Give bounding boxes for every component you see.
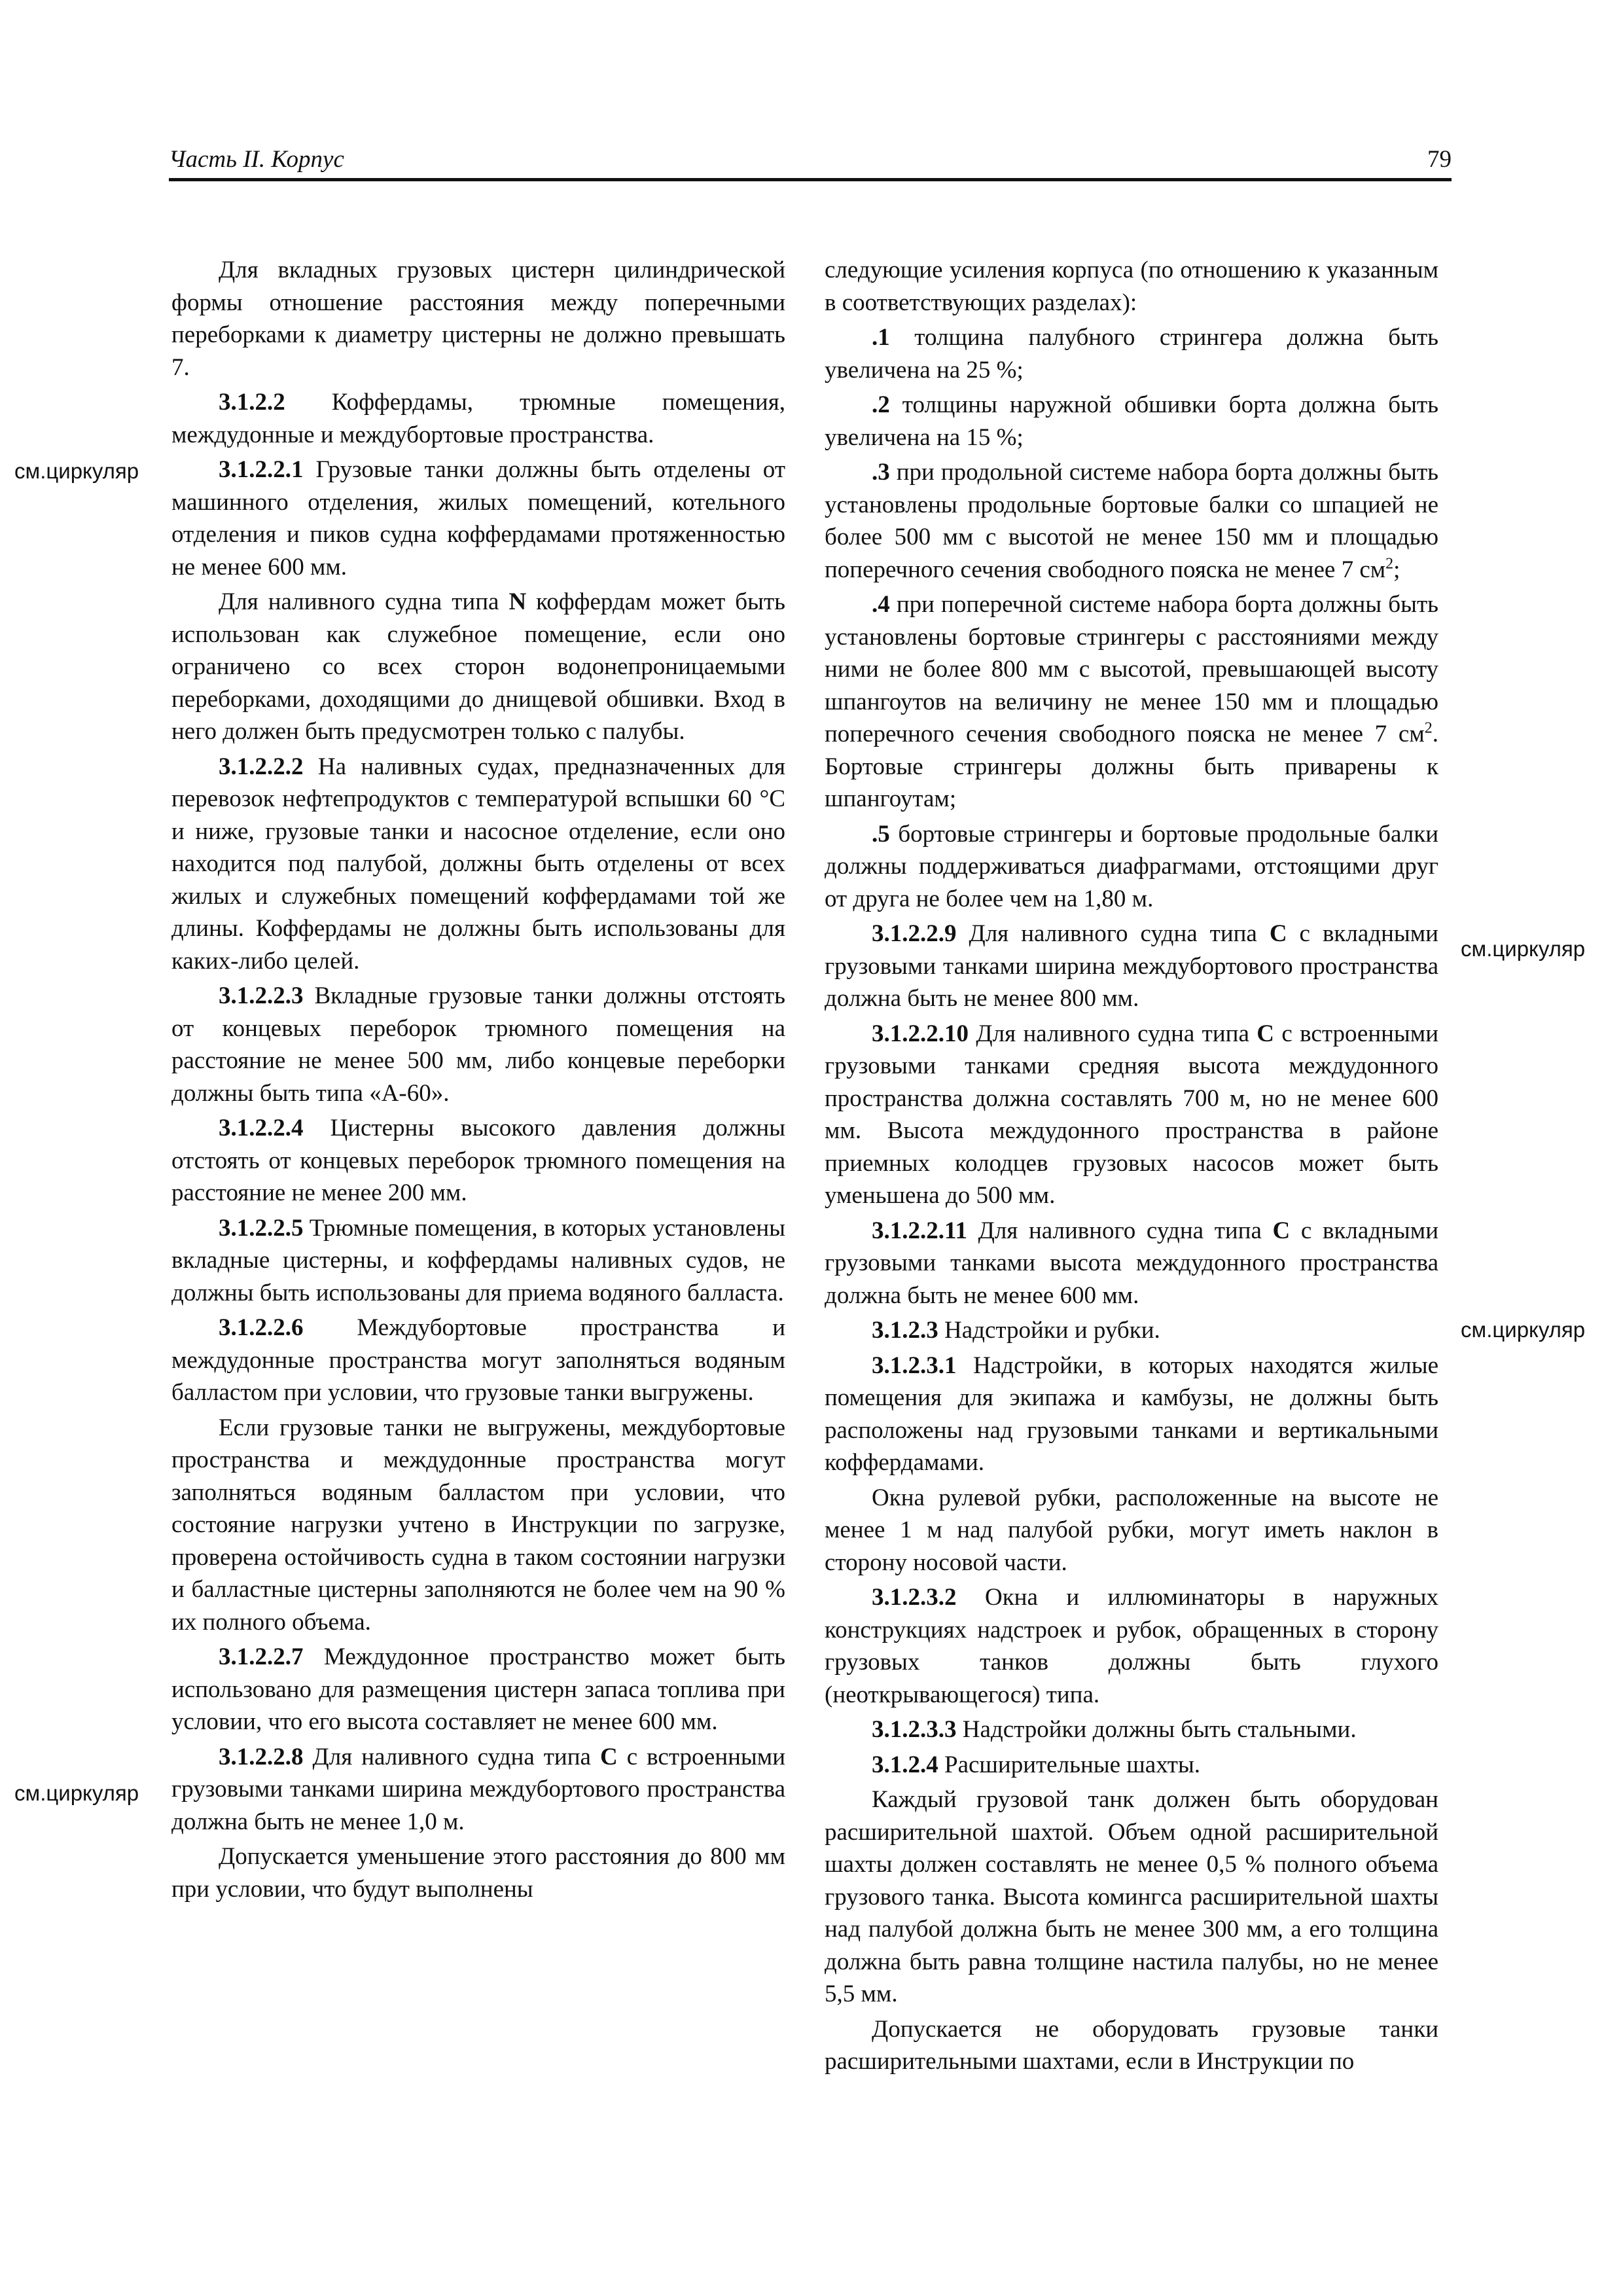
right-column xyxy=(825,254,1438,2081)
paragraph: 3.1.2.2.10 Для наливного судна типа С с встроенными грузовыми танками средняя высота междудонного пространства должна составлять 700 м, но не менее 600 мм. Высота междудонного пространства в районе приемных колодцев грузовых насосов может быть уменьшена до 500 мм. xyxy=(825,1020,1438,1209)
paragraph: 3.1.2.3.1 Надстройки, в которых находятся жилые помещения для экипажа и камбузы, не должны быть расположены над грузовыми танками и вертикальными коффердамами. xyxy=(825,1352,1438,1476)
paragraph: 3.1.2.2.9 Для наливного судна типа С с вкладными грузовыми танками ширина междубортового пространства должна быть не менее 800 мм. xyxy=(825,920,1438,1012)
paragraph: 3.1.2.2.11 Для наливного судна типа С с вкладными грузовыми танками высота междудонного пространства должна быть не менее 600 мм. xyxy=(825,1217,1438,1309)
paragraph: 3.1.2.2.3 Вкладные грузовые танки должны отстоять от концевых переборок трюмного помещения на расстояние не менее 500 мм, либо концевые переборки должны быть типа «А-60». xyxy=(171,982,785,1107)
list-item: .3 при продольной системе набора борта должны быть установлены продольные бортовые балки со шпацией не более 500 мм с высотой не менее 150 мм и площадью поперечного сечения свободного пояска не менее 7 $см^2$; xyxy=(825,459,1438,583)
paragraph: 3.1.2.2.4 Цистерны высокого давления должны отстоять от концевых переборок трюмного помещения на расстояние не менее 200 мм. xyxy=(171,1115,785,1206)
list-item: .5 бортовые стрингеры и бортовые продольные балки должны поддерживаться диафрагмами, отстоящими друг от друга не более чем на 1,80 м. xyxy=(825,820,1438,912)
paragraph: Для наливного судна типа N коффердам может быть использован как служебное помещение, если оно ограничено со всех сторон водонепроницаемыми переборками, доходящими до днищевой обшивки. Вход в него должен быть предусмотрен только с палубы. xyxy=(171,588,785,745)
paragraph: Если грузовые танки не выгружены, междубортовые пространства и междудонные пространства могут заполняться водяным балластом при условии, что состояние нагрузки учтено в Инструкции по загрузке, проверена остойчивость судна в таком состоянии нагрузки и балластные цистерны заполняются не более чем на 90 % их полного объема. xyxy=(171,1414,785,1636)
paragraph: 3.1.2.2.2 На наливных судах, предназначенных для перевозок нефтепродуктов с температурой вспышки 60 °С и ниже, грузовые танки и насосное отделение, если оно находится под палубой, должны быть отделены от всех жилых и служебных помещений коффердамами той же длины. Коффердамы не должны быть использованы для каких-либо целей. xyxy=(171,753,785,975)
paragraph: Допускается не оборудовать грузовые танки расширительными шахтами, если в Инструкции по xyxy=(825,2015,1438,2075)
paragraph: 3.1.2.2.8 Для наливного судна типа С с встроенными грузовыми танками ширина междубортового пространства должна быть не менее 1,0 м. xyxy=(171,1743,785,1835)
paragraph: Для вкладных грузовых цистерн цилиндрической формы отношение расстояния между поперечными переборками к диаметру цистерны не должно превышать 7. xyxy=(171,257,785,381)
list-item: .1 толщина палубного стрингера должна быть увеличена на 25 %; xyxy=(825,324,1438,384)
section-heading: 3.1.2.2 Коффердамы, трюмные помещения, междудонные и междубортовые пространства. xyxy=(171,389,785,448)
margin-note: см.циркуляр xyxy=(1461,1318,1586,1342)
page-number: 79 xyxy=(1427,146,1452,173)
margin-note: см.циркуляр xyxy=(14,459,139,483)
left-column xyxy=(171,254,785,1908)
list-item: .4 при поперечной системе набора борта должны быть установлены бортовые стрингеры с расстояниями между ними не более 800 мм с высотой, превышающей высоту шпангоутов на величину не менее 150 мм и площадью поперечного сечения свободного пояска не менее 7 $см^2$. Бортовые стрингеры должны быть приварены к шпангоутам; xyxy=(825,591,1438,812)
list-item: .2 толщины наружной обшивки борта должна быть увеличена на 15 %; xyxy=(825,391,1438,451)
running-title: Часть II. Корпус xyxy=(169,146,344,173)
paragraph: 3.1.2.2.1 Грузовые танки должны быть отделены от машинного отделения, жилых помещений, котельного отделения и пиков судна коффердамами протяженностью не менее 600 мм. xyxy=(171,456,785,581)
header-rule xyxy=(169,178,1452,181)
margin-note: см.циркуляр xyxy=(1461,937,1586,961)
margin-note: см.циркуляр xyxy=(14,1781,139,1805)
page-header xyxy=(169,143,1452,181)
section-heading: 3.1.2.3 Надстройки и рубки. xyxy=(872,1317,1160,1344)
paragraph: следующие усиления корпуса (по отношению к указанным в соответствующих разделах): xyxy=(825,257,1438,316)
paragraph: 3.1.2.3.3 Надстройки должны быть стальными. xyxy=(872,1716,1357,1743)
paragraph: 3.1.2.3.2 Окна и иллюминаторы в наружных конструкциях надстроек и рубок, обращенных в сторону грузовых танков должны быть глухого (неоткрывающегося) типа. xyxy=(825,1584,1438,1708)
paragraph: 3.1.2.2.5 Трюмные помещения, в которых установлены вкладные цистерны, и коффердамы наливных судов, не должны быть использованы для приема водяного балласта. xyxy=(171,1214,785,1306)
paragraph: 3.1.2.2.7 Междудонное пространство может быть использовано для размещения цистерн запаса топлива при условии, что его высота составляет не менее 600 мм. xyxy=(171,1643,785,1735)
section-heading: 3.1.2.4 Расширительные шахты. xyxy=(872,1751,1201,1778)
paragraph: Окна рулевой рубки, расположенные на высоте не менее 1 м над палубой рубки, могут иметь наклон в сторону носовой части. xyxy=(825,1484,1438,1576)
paragraph: Допускается уменьшение этого расстояния до 800 мм при условии, что будут выполнены xyxy=(171,1843,785,1903)
paragraph: 3.1.2.2.6 Междубортовые пространства и междудонные пространства могут заполняться водяным балластом при условии, что грузовые танки выгружены. xyxy=(171,1314,785,1406)
paragraph: Каждый грузовой танк должен быть оборудован расширительной шахтой. Объем одной расширительной шахты должен составлять не менее 0,5 % полного объема грузового танка. Высота комингса расширительной шахты над палубой должна быть не менее 300 мм, а его толщина должна быть равна толщине настила палубы, но не менее 5,5 мм. xyxy=(825,1786,1438,2007)
